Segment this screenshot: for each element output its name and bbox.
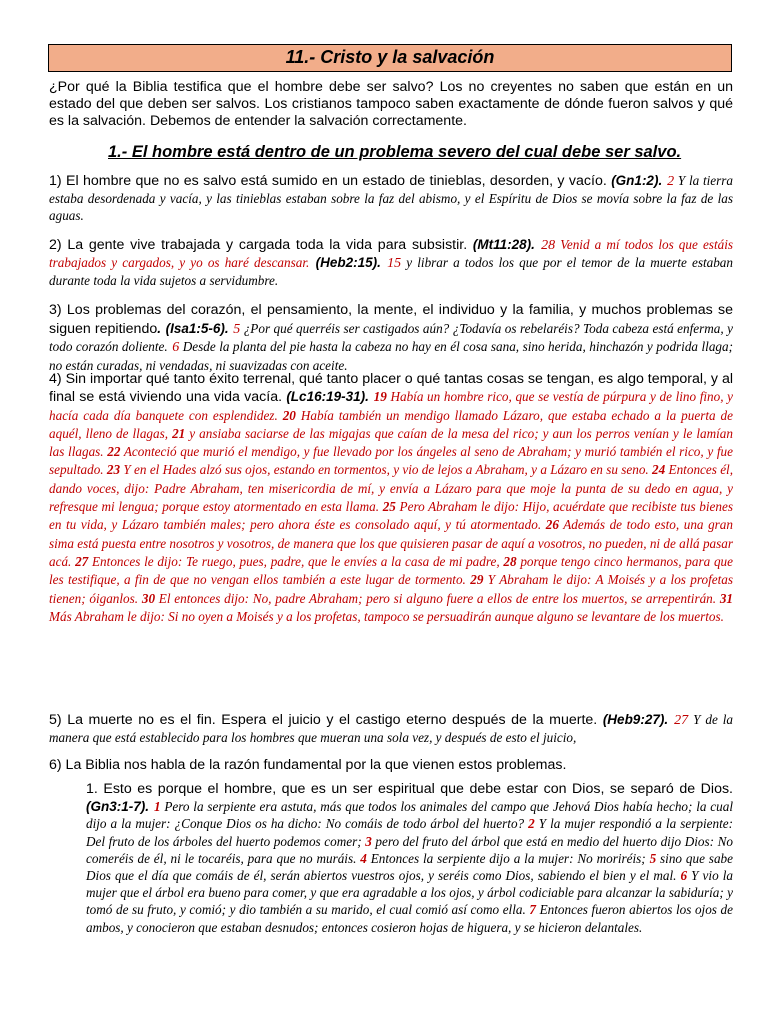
- verse-number: 7: [529, 902, 536, 918]
- verse-text: Entonces le dijo: Te ruego, pues, padre, que le envíes a la casa de mi padre,: [88, 553, 504, 569]
- verse-number: 23: [106, 462, 121, 478]
- verse-number: 2: [528, 816, 535, 832]
- point-2-text: 2) La gente vive trabajada y cargada toda la vida para subsistir.: [49, 237, 473, 253]
- verse-number: 3: [365, 833, 372, 849]
- verse-text: Además de todo esto, una gran sima está puesta entre nosotros y vosotros, de manera que los que quisieren pasar de aquí a vosotros, no pueden, ni de allá pasar acá.: [49, 517, 733, 569]
- verse-text: Entonces fueron abiertos los ojos de ambos, y conocieron que estaban desnudos; entonces cosieron hojas de higuera, y se hicieron delantales.: [86, 902, 733, 935]
- verse-number: 5: [233, 321, 241, 337]
- verse-number: 26: [545, 517, 559, 533]
- verse-text: Había también un mendigo llamado Lázaro, que estaba echado a la puerta de aquél, lleno de llagas,: [49, 407, 733, 441]
- page-title: 11.- Cristo y la salvación: [48, 44, 732, 72]
- verse-text: porque tengo cinco hermanos, para que les testifique, a fin de que no vengan ellos también a este lugar de tormento.: [49, 553, 733, 588]
- verse-text: sino que sabe Dios que el día que comáis de él, serán abiertos vuestros ojos, y seréis como Dios, sabiendo el bien y el mal.: [86, 850, 733, 884]
- verse-number: 15: [387, 256, 402, 272]
- verse-number: 28: [503, 553, 517, 569]
- point-1-ref: (Gn1:2).: [611, 173, 663, 188]
- verse-text: El entonces dijo: No, padre Abraham; pero si alguno fuere a ellos de entre los muertos, se arrepentirán.: [155, 590, 720, 606]
- subpoint-1: [86, 780, 733, 936]
- verse-text: y ansiaba saciarse de las migajas que caían de la mesa del rico; y aun los perros venían y le lamían las llagas.: [49, 425, 733, 460]
- point-5-text: 5) La muerte no es el fin. Espera el juicio y el castigo eterno después de la muerte.: [49, 712, 603, 728]
- verse-number: 2: [667, 174, 675, 189]
- verse-text: Y la mujer respondió a la serpiente: Del fruto de los árboles del huerto podemos comer;: [86, 816, 734, 849]
- verse-text: Entonces la serpiente dijo a la mujer: No moriréis;: [366, 850, 650, 866]
- point-3: [49, 301, 733, 374]
- point-6-text: 6) La Biblia nos habla de la razón fundamental por la que vienen estos problemas.: [49, 757, 567, 773]
- point-4-text: 4) Sin importar qué tanto éxito terrenal, qué tanto placer o qué tantas cosas se tengan, es algo temporal, y al final se está viviendo una vida vacía.: [49, 371, 733, 406]
- point-5: [49, 711, 733, 746]
- point-4-ref: (Lc16:19-31).: [286, 389, 369, 405]
- subpoint-1-text: 1. Esto es porque el hombre, que es un ser espiritual que debe estar con Dios, se separó de Dios.: [86, 781, 733, 797]
- subpoint-1-ref: (Gn3:1-7).: [86, 799, 150, 815]
- verse-number: 6: [172, 340, 180, 355]
- verse-text: Pero Abraham le dijo: Hijo, acuérdate que recibiste tus bienes en tu vida, y Lázaro también males; pero ahora éste es consolado aquí, y tú atormentado.: [49, 499, 733, 533]
- section-heading: 1.- El hombre está dentro de un problema severo del cual debe ser salvo.: [108, 143, 682, 161]
- verse-text: Pero la serpiente era astuta, más que todos los animales del campo que Jehová Dios había hecho; la cual dijo a la mujer: ¿Conque Dios os ha dicho: No comáis de todo árbol del huerto?: [86, 799, 733, 832]
- point-3-dot: .: [157, 320, 161, 336]
- verse-text: Y de la manera que está establecido para los hombres que mueran una sola vez, y después de esto el juicio,: [49, 712, 733, 746]
- point-3-text: 3) Los problemas del corazón, el pensamiento, la mente, el individuo y la familia, y muchos problemas se siguen repitiendo: [49, 302, 733, 337]
- verse-text: Y la tierra estaba desordenada y vacía, y las tinieblas estaban sobre la faz del abismo, y el Espíritu de Dios se movía sobre la faz de las aguas.: [49, 173, 733, 224]
- intro-paragraph: ¿Por qué la Biblia testifica que el hombre debe ser salvo? Los no creyentes no saben que están en un estado del que deben ser salvos. Los cristianos tampoco saben exactamente de dónde fueron salvos y qué es la salvación. Debemos de entender la salvación correctamente.: [49, 79, 733, 130]
- point-6: [49, 756, 733, 774]
- subpoint-1-verses: [86, 798, 733, 935]
- verse-number: 24: [652, 462, 666, 478]
- point-1: [49, 172, 733, 225]
- verse-number: 28: [541, 238, 556, 253]
- point-4: [49, 370, 733, 626]
- verse-number: 5: [649, 850, 657, 866]
- verse-text: y librar a todos los que por el temor de la muerte estaban durante toda la vida sujetos a servidumbre.: [49, 255, 733, 289]
- verse-number: 1: [153, 799, 161, 815]
- verse-text: Y en el Hades alzó sus ojos, estando en tormentos, y vio de lejos a Abraham, y a Lázaro en su seno.: [120, 462, 653, 478]
- verse-number: 29: [470, 572, 484, 588]
- verse-number: 4: [360, 850, 367, 866]
- point-3-ref: (Isa1:5-6).: [165, 320, 229, 336]
- point-5-ref: (Heb9:27).: [602, 712, 669, 727]
- point-2: [49, 236, 733, 290]
- verse-text: Había un hombre rico, que se vestía de púrpura y de lino fino, y hacía cada día banquete con esplendidez.: [49, 389, 733, 423]
- verse-text: Desde la planta del pie hasta la cabeza no hay en él cosa sana, sino herida, hinchazón y podrida llaga; no están curadas, ni vendadas, ni suavizadas con aceite.: [49, 339, 733, 373]
- point-2-ref-1: (Mt11:28).: [472, 237, 535, 252]
- verse-number: 30: [141, 590, 156, 606]
- verse-text: Y Abraham le dijo: A Moisés y a los profetas tienen; óiganlos.: [49, 572, 733, 606]
- point-1-text: 1) El hombre que no es salvo está sumido en un estado de tinieblas, desorden, y vacío.: [49, 173, 612, 189]
- verse-text: Más Abraham le dijo: Si no oyen a Moisés y a los profetas, tampoco se persuadirán aunque alguno se levantare de los muertos.: [49, 608, 724, 624]
- verse-text: Y vio la mujer que el árbol era bueno para comer, y que era agradable a los ojos, y árbol codiciable para alcanzar la sabiduría; y tomó de su fruto, y comió; y dio también a su marido, el cual comió así como ella.: [86, 868, 733, 918]
- verse-text: ¿Por qué querréis ser castigados aún? ¿Todavía os rebelaréis? Toda cabeza está enferma, y todo corazón doliente.: [49, 320, 733, 354]
- verse-number: 19: [373, 389, 387, 405]
- verse-number: 20: [282, 407, 296, 423]
- verse-number: 22: [107, 444, 121, 460]
- verse-number: 27: [75, 553, 89, 569]
- verse-text: pero del fruto del árbol que está en medio del huerto dijo Dios: No comeréis de él, ni le tocaréis, para que no muráis.: [86, 833, 733, 866]
- verse-text: Aconteció que murió el mendigo, y fue llevado por los ángeles al seno de Abraham; y murió también el rico, y fue sepultado.: [49, 444, 733, 478]
- verse-text: Entonces él, dando voces, dijo: Padre Abraham, ten misericordia de mí, y envía a Lázaro para que moje la punta de su dedo en agua, y refresque mi lengua; porque estoy atormentado en esta llama.: [49, 462, 734, 515]
- verse-number: 27: [674, 713, 689, 728]
- verse-number: 25: [382, 499, 396, 515]
- verse-number: 21: [172, 425, 186, 441]
- verse-text: Venid a mí todos los que estáis trabajados y cargados, y yo os haré descansar.: [49, 237, 733, 271]
- verse-number: 6: [680, 868, 688, 884]
- verse-number: 31: [719, 590, 734, 606]
- point-2-ref-2: (Heb2:15).: [315, 255, 381, 271]
- point-4-verses: [49, 388, 733, 625]
